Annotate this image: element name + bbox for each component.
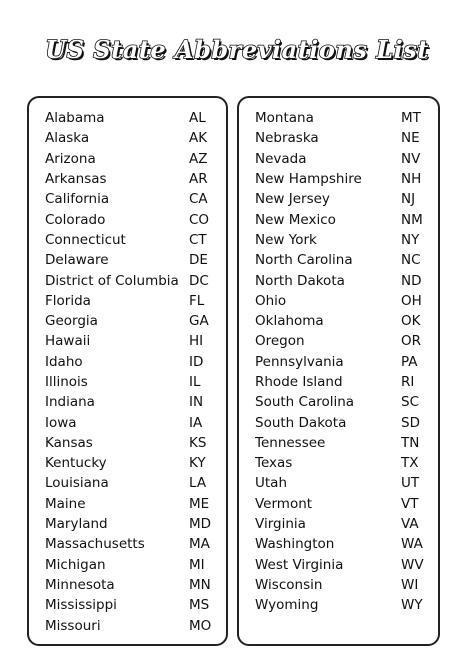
state-abbreviation: DE (189, 252, 208, 269)
state-abbreviation: MO (189, 617, 212, 634)
list-item (255, 250, 425, 270)
state-list-left (45, 108, 213, 636)
state-name: New York (255, 231, 317, 248)
state-name: Nebraska (255, 130, 319, 147)
state-abbreviation: LA (189, 475, 207, 492)
list-item (45, 270, 213, 290)
state-abbreviation: CA (189, 191, 208, 208)
list-item (255, 575, 425, 595)
state-abbreviation: GA (189, 313, 209, 330)
list-item (255, 392, 425, 412)
page-title: US State Abbreviations List (45, 35, 429, 64)
state-abbreviation: DC (189, 272, 209, 289)
state-name: Missouri (45, 617, 101, 634)
state-name: Maryland (45, 516, 108, 533)
state-name: West Virginia (255, 556, 344, 573)
state-abbreviation: CO (189, 211, 210, 228)
state-name: Kansas (45, 434, 93, 451)
state-name: Kentucky (45, 455, 107, 472)
state-abbreviation: VA (401, 516, 419, 533)
list-item (45, 534, 213, 554)
list-item (45, 514, 213, 534)
state-abbreviation: MA (189, 536, 210, 553)
list-item (255, 412, 425, 432)
state-abbreviation: OR (401, 333, 422, 350)
list-item (45, 392, 213, 412)
list-item (45, 311, 213, 331)
state-name: Wyoming (255, 597, 319, 614)
list-item (45, 615, 213, 635)
state-name: Pennsylvania (255, 353, 344, 370)
state-abbreviation: KS (189, 434, 207, 451)
state-abbreviation: ID (189, 353, 204, 370)
state-name: New Hampshire (255, 171, 362, 188)
state-name: New Mexico (255, 211, 336, 228)
state-name: Tennessee (255, 434, 326, 451)
list-item (45, 412, 213, 432)
state-abbreviation: OK (401, 313, 421, 330)
state-name: Michigan (45, 556, 106, 573)
list-item (255, 453, 425, 473)
list-item (255, 555, 425, 575)
state-name: Hawaii (45, 333, 91, 350)
state-name: Arkansas (45, 171, 107, 188)
state-abbreviation: UT (401, 475, 420, 492)
state-name: North Dakota (255, 272, 345, 289)
state-name: Idaho (45, 353, 83, 370)
state-abbreviation: WI (401, 576, 419, 593)
state-name: Florida (45, 292, 91, 309)
state-abbreviation: OH (401, 292, 422, 309)
list-item (45, 372, 213, 392)
state-name: Utah (255, 475, 288, 492)
list-item (45, 291, 213, 311)
list-item (255, 494, 425, 514)
list-item (45, 250, 213, 270)
list-item (45, 575, 213, 595)
state-abbreviation: MS (189, 597, 210, 614)
state-abbreviation: CT (189, 231, 207, 248)
state-list-box-right (237, 96, 440, 646)
state-name: New Jersey (255, 191, 330, 208)
state-abbreviation: AR (189, 171, 208, 188)
list-item (45, 108, 213, 128)
state-name: Minnesota (45, 576, 115, 593)
state-abbreviation: HI (189, 333, 204, 350)
state-name: Colorado (45, 211, 106, 228)
list-item (255, 473, 425, 493)
state-abbreviation: WV (401, 556, 424, 573)
state-abbreviation: IN (189, 394, 204, 411)
state-name: California (45, 191, 110, 208)
state-abbreviation: RI (401, 374, 415, 390)
list-item (45, 230, 213, 250)
list-item (255, 108, 425, 128)
state-abbreviation: NV (401, 150, 421, 167)
state-abbreviation: KY (189, 455, 206, 472)
state-abbreviation: PA (401, 353, 418, 370)
state-abbreviation: TX (401, 455, 419, 472)
list-item (45, 331, 213, 351)
list-item (45, 555, 213, 575)
list-item (255, 149, 425, 169)
list-item (45, 189, 213, 209)
list-item (255, 291, 425, 311)
list-item (255, 189, 425, 209)
list-item (255, 230, 425, 250)
state-abbreviation: MT (401, 110, 421, 127)
list-item (45, 128, 213, 148)
list-item (255, 270, 425, 290)
state-name: South Carolina (255, 394, 355, 411)
list-item (255, 331, 425, 351)
state-abbreviation: WA (401, 536, 423, 553)
state-name: Alabama (45, 110, 105, 127)
state-name: Vermont (255, 495, 313, 512)
state-abbreviation: MN (189, 576, 211, 593)
state-name: Alaska (45, 130, 90, 147)
state-name: Louisiana (45, 475, 109, 492)
list-item (45, 169, 213, 189)
state-list-right (255, 108, 425, 615)
list-item (255, 352, 425, 372)
state-list-box-left (27, 96, 228, 646)
state-name: Texas (255, 455, 293, 472)
list-item (45, 149, 213, 169)
list-item (45, 453, 213, 473)
state-name: Ohio (255, 292, 287, 309)
state-abbreviation: WY (401, 597, 423, 614)
list-item (255, 595, 425, 615)
state-abbreviation: ND (401, 272, 422, 289)
state-abbreviation: NJ (401, 191, 416, 208)
state-abbreviation: NY (401, 231, 420, 248)
list-item (255, 514, 425, 534)
list-item (45, 595, 213, 615)
state-name: Georgia (45, 313, 98, 330)
state-name: Rhode Island (255, 374, 343, 390)
state-name: North Carolina (255, 252, 353, 269)
state-abbreviation: AK (189, 130, 208, 147)
list-item (45, 209, 213, 229)
state-abbreviation: TN (401, 434, 420, 451)
state-abbreviation: NE (401, 130, 420, 147)
state-abbreviation: IL (189, 374, 201, 390)
state-name: Illinois (45, 374, 88, 390)
state-name: Washington (255, 536, 335, 553)
state-name: Mississippi (45, 597, 117, 614)
state-name: Massachusetts (45, 536, 145, 553)
state-name: Indiana (45, 394, 95, 411)
state-abbreviation: NH (401, 171, 422, 188)
list-item (255, 372, 425, 392)
list-item (255, 209, 425, 229)
state-name: Iowa (45, 414, 77, 431)
state-name: Oklahoma (255, 313, 324, 330)
list-item (45, 433, 213, 453)
list-item (255, 534, 425, 554)
state-name: Arizona (45, 150, 96, 167)
state-name: Virginia (255, 516, 306, 533)
list-item (255, 169, 425, 189)
state-abbreviation: MD (189, 516, 212, 533)
state-abbreviation: NM (401, 211, 423, 228)
list-item (255, 433, 425, 453)
state-name: District of Columbia (45, 272, 179, 289)
state-name: Nevada (255, 150, 307, 167)
state-name: Maine (45, 495, 86, 512)
state-name: Connecticut (45, 231, 126, 248)
state-abbreviation: IA (189, 414, 203, 431)
state-name: Wisconsin (255, 576, 323, 593)
state-abbreviation: VT (401, 495, 419, 512)
state-name: Oregon (255, 333, 305, 350)
state-abbreviation: FL (189, 292, 205, 309)
state-abbreviation: SC (401, 394, 419, 411)
state-name: Montana (255, 110, 314, 127)
state-abbreviation: ME (189, 495, 210, 512)
state-abbreviation: AZ (189, 150, 208, 167)
list-item (255, 128, 425, 148)
state-abbreviation: SD (401, 414, 420, 431)
state-name: South Dakota (255, 414, 347, 431)
state-abbreviation: NC (401, 252, 421, 269)
list-item (45, 494, 213, 514)
state-abbreviation: AL (189, 110, 206, 127)
list-item (255, 311, 425, 331)
list-item (45, 473, 213, 493)
state-abbreviation: MI (189, 556, 205, 573)
list-item (45, 352, 213, 372)
state-name: Delaware (45, 252, 109, 269)
